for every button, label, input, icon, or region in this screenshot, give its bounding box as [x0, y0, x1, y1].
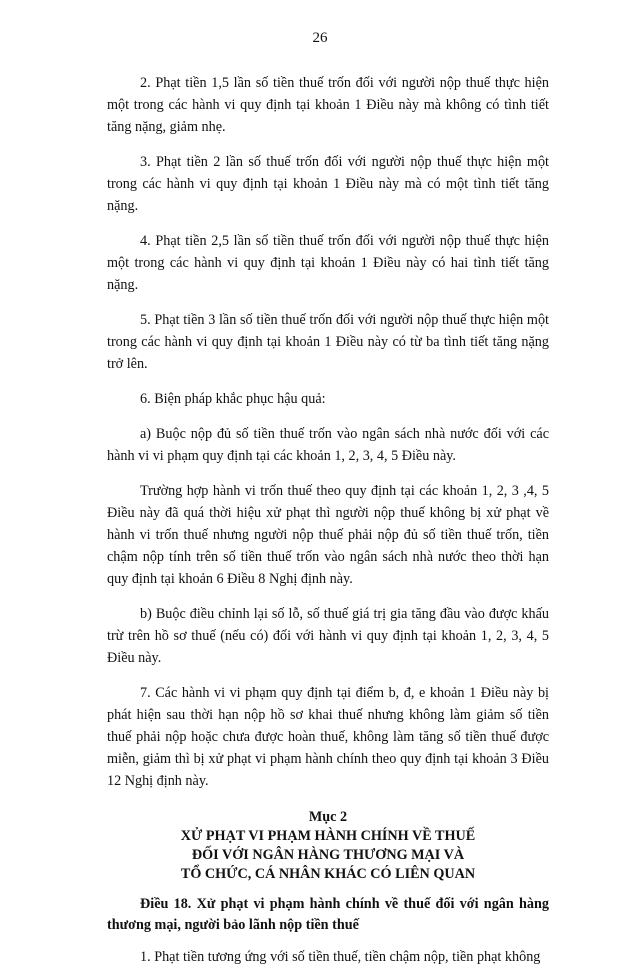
paragraph-point-a: a) Buộc nộp đủ số tiền thuế trốn vào ngân sách nhà nước đối với các hành vi vi phạm quy định tại các khoản 1, 2, 3, 4, 5 Điều này.: [107, 426, 549, 464]
article-clause-1: 1. Phạt tiền tương ứng với số tiền thuế, tiền chậm nộp, tiền phạt không: [140, 949, 541, 965]
section-title-line-3: TỔ CHỨC, CÁ NHÂN KHÁC CÓ LIÊN QUAN: [180, 866, 476, 882]
section-label: Mục 2: [308, 809, 348, 825]
paragraph-clause-4: 4. Phạt tiền 2,5 lần số tiền thuế trốn đối với người nộp thuế thực hiện một trong các hành vi quy định tại khoản 1 Điều này có hai tình tiết tăng nặng.: [107, 233, 549, 293]
paragraph-point-b: b) Buộc điều chỉnh lại số lỗ, số thuế giá trị gia tăng đầu vào được khấu trừ trên hồ sơ thuế (nếu có) đối với hành vi quy định tại khoản 1, 2, 3, 4, 5 Điều này.: [107, 606, 549, 666]
section-title-line-2: ĐỐI VỚI NGÂN HÀNG THƯƠNG MẠI VÀ: [191, 847, 465, 863]
paragraph-clause-5: 5. Phạt tiền 3 lần số tiền thuế trốn đối với người nộp thuế thực hiện một trong các hành vi quy định tại khoản 1 Điều này có từ ba tình tiết tăng nặng trở lên.: [107, 312, 549, 372]
paragraph-statute-limitation: Trường hợp hành vi trốn thuế theo quy định tại các khoản 1, 2, 3 ,4, 5 Điều này đã quá thời hiệu xử phạt thì người nộp thuế không bị xử phạt về hành vi trốn thuế nhưng người nộp thuế phải nộp đủ số tiền thuế trốn, tiền chậm nộp tính trên số tiền thuế trốn vào ngân sách nhà nước theo thời hạn quy định tại khoản 6 Điều 8 Nghị định này.: [107, 483, 549, 587]
page-number: 26: [312, 30, 328, 46]
section-heading: [107, 808, 549, 884]
article-title: Điều 18. Xử phạt vi phạm hành chính về thuế đối với ngân hàng thương mại, người bảo lãnh nộp tiền thuế: [107, 896, 549, 933]
paragraph-clause-6: 6. Biện pháp khắc phục hậu quả:: [140, 391, 326, 407]
paragraph-clause-3: 3. Phạt tiền 2 lần số thuế trốn đối với người nộp thuế thực hiện một trong các hành vi quy định tại khoản 1 Điều này mà có một tình tiết tăng nặng.: [107, 154, 549, 214]
section-title-line-1: XỬ PHẠT VI PHẠM HÀNH CHÍNH VỀ THUẾ: [180, 828, 476, 844]
paragraph-clause-7: 7. Các hành vi vi phạm quy định tại điểm b, đ, e khoản 1 Điều này bị phát hiện sau thời hạn nộp hồ sơ khai thuế nhưng không làm giảm số tiền thuế phải nộp hoặc chưa được hoàn thuế, không làm tăng số tiền thuế được miễn, giảm thì bị xử phạt vi phạm hành chính theo quy định tại khoản 3 Điều 12 Nghị định này.: [107, 685, 549, 789]
document-body: [107, 72, 549, 968]
paragraph-clause-2: 2. Phạt tiền 1,5 lần số tiền thuế trốn đối với người nộp thuế thực hiện một trong các hành vi quy định tại khoản 1 Điều này mà không có tình tiết tăng nặng, giảm nhẹ.: [107, 75, 549, 135]
